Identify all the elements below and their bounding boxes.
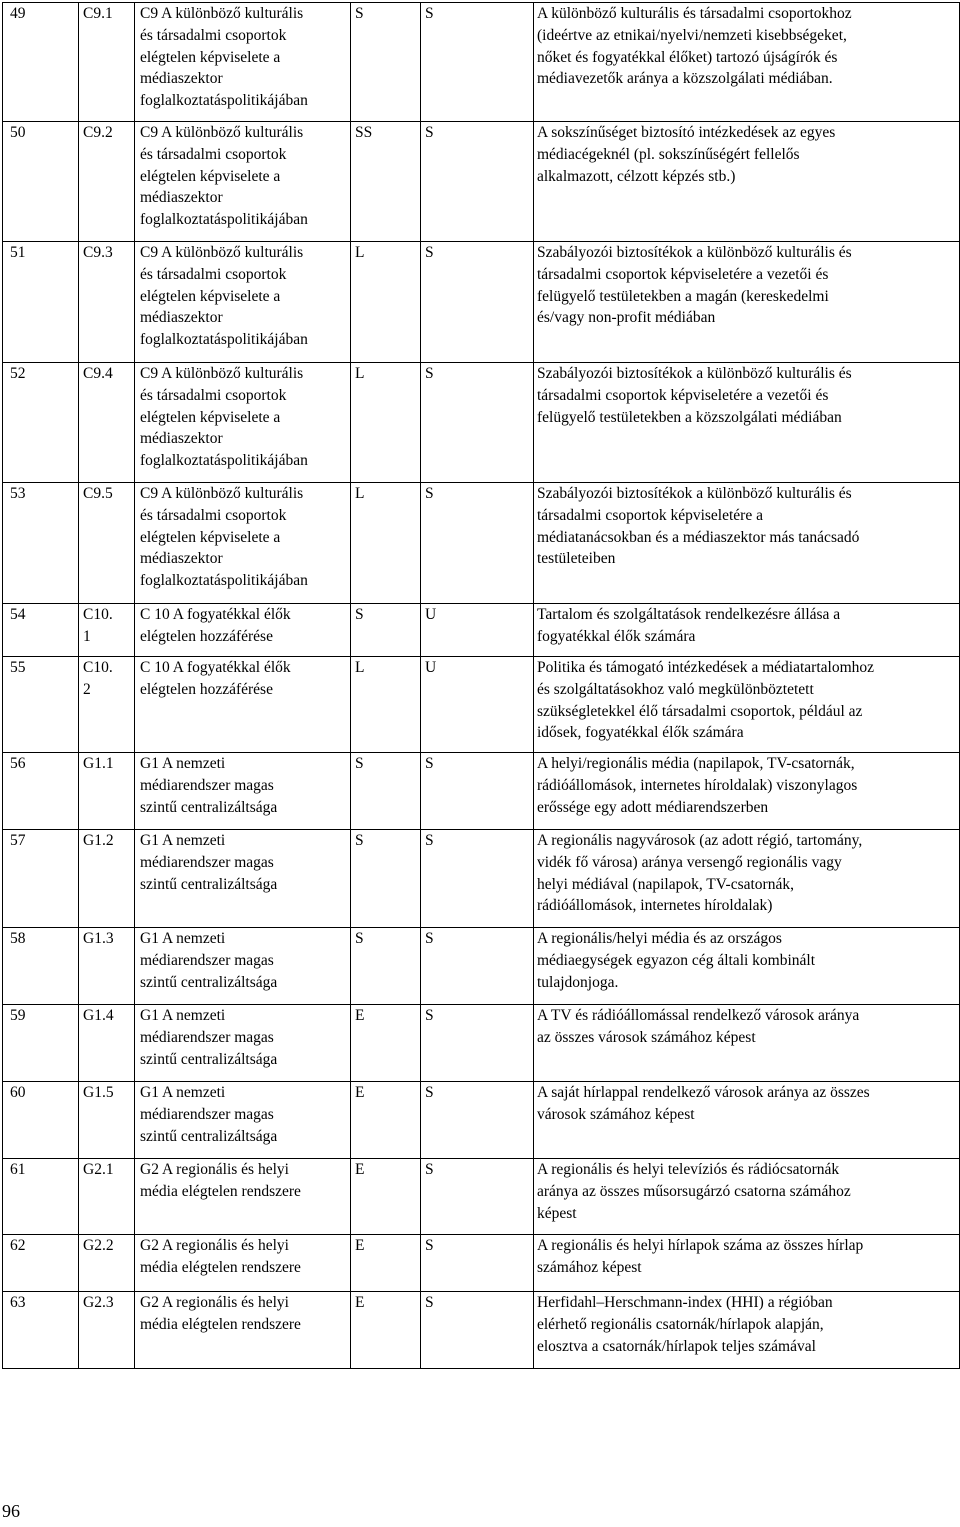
indicator-code: C10. 1 [79,604,135,657]
indicator-description: Politika és támogató intézkedések a médiatartalomhoz és szolgáltatásokhoz való megkülönböztetett szükségletekkel élő társadalmi csoportok, például az idősek, fogyatékkal élők számára [534,657,960,753]
indicator-type: S [351,928,421,1005]
indicator-type: L [351,483,421,604]
risk-domain: S [421,1005,534,1082]
row-number: 60 [3,1082,79,1159]
indicator-table [2,2,960,1369]
page-number: 96 [2,1501,20,1521]
table-row [3,1292,960,1369]
indicator-type: E [351,1159,421,1235]
risk-domain: S [421,363,534,483]
risk-domain: S [421,1082,534,1159]
table-row [3,363,960,483]
indicator-type: E [351,1292,421,1369]
risk-domain: U [421,657,534,753]
row-number: 58 [3,928,79,1005]
table-row [3,483,960,604]
risk-domain: S [421,1292,534,1369]
row-number: 50 [3,122,79,242]
risk-domain: S [421,483,534,604]
row-number: 55 [3,657,79,753]
table-row [3,122,960,242]
risk-domain: S [421,242,534,363]
risk-title: G2 A regionális és helyi média elégtelen rendszere [135,1159,351,1235]
risk-title: G2 A regionális és helyi média elégtelen rendszere [135,1292,351,1369]
indicator-type: E [351,1235,421,1292]
indicator-code: C9.3 [79,242,135,363]
risk-title: C9 A különböző kulturális és társadalmi csoportok elégtelen képviselete a médiaszektor foglalkoztatáspolitikájában [135,363,351,483]
table-row [3,753,960,830]
row-number: 62 [3,1235,79,1292]
risk-domain: S [421,830,534,928]
indicator-code: G2.2 [79,1235,135,1292]
risk-domain: S [421,3,534,122]
indicator-type: L [351,363,421,483]
indicator-code: G1.4 [79,1005,135,1082]
row-number: 61 [3,1159,79,1235]
indicator-type: E [351,1082,421,1159]
table-row [3,242,960,363]
table-row [3,3,960,122]
indicator-description: Szabályozói biztosítékok a különböző kulturális és társadalmi csoportok képviseletére a vezetői és felügyelő testületekben a magán (kereskedelmi és/vagy non-profit médiában [534,242,960,363]
indicator-code: G2.3 [79,1292,135,1369]
indicator-type: S [351,3,421,122]
indicator-description: A helyi/regionális média (napilapok, TV-csatornák, rádióállomások, internetes híroldalak) viszonylagos erőssége egy adott médiarendszerben [534,753,960,830]
indicator-description: A saját hírlappal rendelkező városok aránya az összes városok számához képest [534,1082,960,1159]
indicator-type: SS [351,122,421,242]
table-row [3,1159,960,1235]
indicator-code: G1.2 [79,830,135,928]
table-row [3,1005,960,1082]
risk-title: G1 A nemzeti médiarendszer magas szintű centralizáltsága [135,1082,351,1159]
indicator-code: G2.1 [79,1159,135,1235]
row-number: 51 [3,242,79,363]
indicator-code: C9.4 [79,363,135,483]
indicator-table-body [3,3,960,1369]
indicator-description: A regionális és helyi televíziós és rádiócsatornák aránya az összes műsorsugárzó csatorna számához képest [534,1159,960,1235]
risk-domain: S [421,122,534,242]
indicator-code: G1.5 [79,1082,135,1159]
table-row [3,1082,960,1159]
row-number: 59 [3,1005,79,1082]
indicator-code: G1.3 [79,928,135,1005]
risk-title: C9 A különböző kulturális és társadalmi csoportok elégtelen képviselete a médiaszektor foglalkoztatáspolitikájában [135,3,351,122]
indicator-description: A regionális/helyi média és az országos médiaegységek egyazon cég általi kombinált tulajdonjoga. [534,928,960,1005]
indicator-type: L [351,242,421,363]
table-row [3,830,960,928]
risk-domain: S [421,1235,534,1292]
row-number: 53 [3,483,79,604]
risk-domain: S [421,928,534,1005]
risk-title: C 10 A fogyatékkal élők elégtelen hozzáférése [135,604,351,657]
row-number: 54 [3,604,79,657]
row-number: 52 [3,363,79,483]
indicator-description: Herfidahl–Herschmann-index (HHI) a régióban elérhető regionális csatornák/hírlapok alapján, elosztva a csatornák/hírlapok teljes számával [534,1292,960,1369]
risk-title: G1 A nemzeti médiarendszer magas szintű centralizáltsága [135,830,351,928]
table-row [3,604,960,657]
indicator-description: A regionális és helyi hírlapok száma az összes hírlap számához képest [534,1235,960,1292]
row-number: 57 [3,830,79,928]
table-row [3,928,960,1005]
risk-title: C 10 A fogyatékkal élők elégtelen hozzáférése [135,657,351,753]
indicator-description: A TV és rádióállomással rendelkező városok aránya az összes városok számához képest [534,1005,960,1082]
risk-title: C9 A különböző kulturális és társadalmi csoportok elégtelen képviselete a médiaszektor foglalkoztatáspolitikájában [135,242,351,363]
row-number: 49 [3,3,79,122]
indicator-description: A regionális nagyvárosok (az adott régió, tartomány, vidék fő városa) aránya versengő regionális vagy helyi médiával (napilapok, TV-csatornák, rádióállomások, internetes híroldalak) [534,830,960,928]
indicator-type: E [351,1005,421,1082]
indicator-description: Szabályozói biztosítékok a különböző kulturális és társadalmi csoportok képviseletére a médiatanácsokban és a médiaszektor más tanácsadó testületeiben [534,483,960,604]
risk-title: C9 A különböző kulturális és társadalmi csoportok elégtelen képviselete a médiaszektor foglalkoztatáspolitikájában [135,483,351,604]
indicator-type: S [351,830,421,928]
risk-title: G1 A nemzeti médiarendszer magas szintű centralizáltsága [135,928,351,1005]
indicator-code: C9.2 [79,122,135,242]
row-number: 63 [3,1292,79,1369]
row-number: 56 [3,753,79,830]
risk-title: C9 A különböző kulturális és társadalmi csoportok elégtelen képviselete a médiaszektor foglalkoztatáspolitikájában [135,122,351,242]
risk-title: G1 A nemzeti médiarendszer magas szintű centralizáltsága [135,753,351,830]
indicator-type: L [351,657,421,753]
indicator-code: G1.1 [79,753,135,830]
table-row [3,657,960,753]
risk-domain: S [421,1159,534,1235]
indicator-type: S [351,604,421,657]
indicator-description: A sokszínűséget biztosító intézkedések az egyes médiacégeknél (pl. sokszínűségért fellelős alkalmazott, célzott képzés stb.) [534,122,960,242]
risk-title: G1 A nemzeti médiarendszer magas szintű centralizáltsága [135,1005,351,1082]
indicator-description: Szabályozói biztosítékok a különböző kulturális és társadalmi csoportok képviseletére a vezetői és felügyelő testületekben a közszolgálati médiában [534,363,960,483]
risk-domain: S [421,753,534,830]
table-row [3,1235,960,1292]
indicator-code: C9.1 [79,3,135,122]
indicator-description: A különböző kulturális és társadalmi csoportokhoz (ideértve az etnikai/nyelvi/nemzeti kisebbségeket, nőket és fogyatékkal élőket) tartozó újságírók és médiavezetők aránya a közszolgálati médiában. [534,3,960,122]
risk-title: G2 A regionális és helyi média elégtelen rendszere [135,1235,351,1292]
indicator-code: C10. 2 [79,657,135,753]
indicator-type: S [351,753,421,830]
indicator-description: Tartalom és szolgáltatások rendelkezésre állása a fogyatékkal élők számára [534,604,960,657]
indicator-code: C9.5 [79,483,135,604]
risk-domain: U [421,604,534,657]
